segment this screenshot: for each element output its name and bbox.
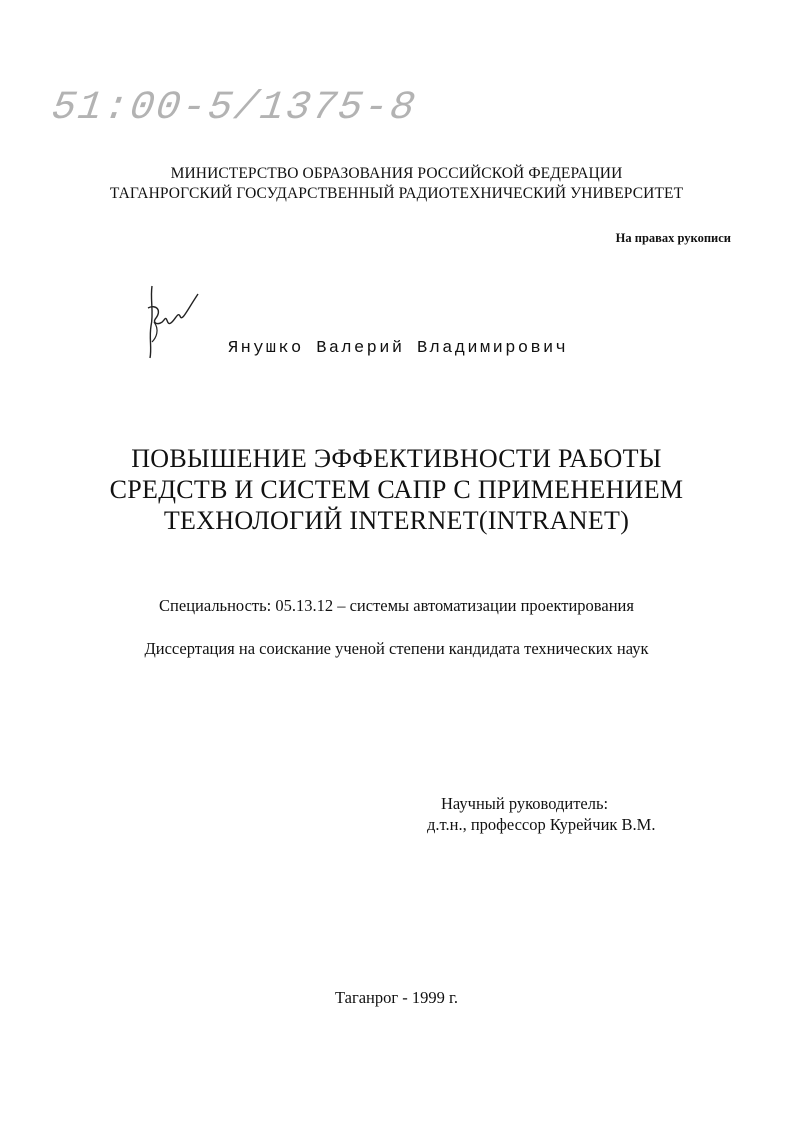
title-line-1: ПОВЫШЕНИЕ ЭФФЕКТИВНОСТИ РАБОТЫ [131, 444, 662, 473]
title-line-3: ТЕХНОЛОГИЙ INTERNET(INTRANET) [163, 506, 630, 535]
manuscript-rights-notice: На правах рукописи [615, 231, 731, 245]
ministry-name: МИНИСТЕРСТВО ОБРАЗОВАНИЯ РОССИЙСКОЙ ФЕДЕРАЦИИ [170, 165, 623, 182]
signature-icon [138, 282, 208, 362]
archive-stamp: 51:00-5/1375-8 [48, 86, 420, 131]
institution-header [0, 164, 793, 204]
title-line-2: СРЕДСТВ И СИСТЕМ САПР С ПРИМЕНЕНИЕМ [109, 475, 684, 504]
supervisor-name: д.т.н., профессор Курейчик В.М. [427, 815, 656, 834]
university-name: ТАГАНРОГСКИЙ ГОСУДАРСТВЕННЫЙ РАДИОТЕХНИЧЕСКИЙ УНИВЕРСИТЕТ [109, 185, 684, 202]
dissertation-title [0, 443, 793, 536]
author-name: Янушко Валерий Владимирович [228, 339, 569, 358]
city-year: Таганрог - 1999 г. [334, 988, 459, 1007]
dissertation-degree-line: Диссертация на соискание ученой степени кандидата технических наук [144, 639, 649, 658]
supervisor-block [427, 793, 656, 835]
specialty-line: Специальность: 05.13.12 – системы автоматизации проектирования [159, 596, 634, 615]
supervisor-label: Научный руководитель: [441, 794, 609, 813]
